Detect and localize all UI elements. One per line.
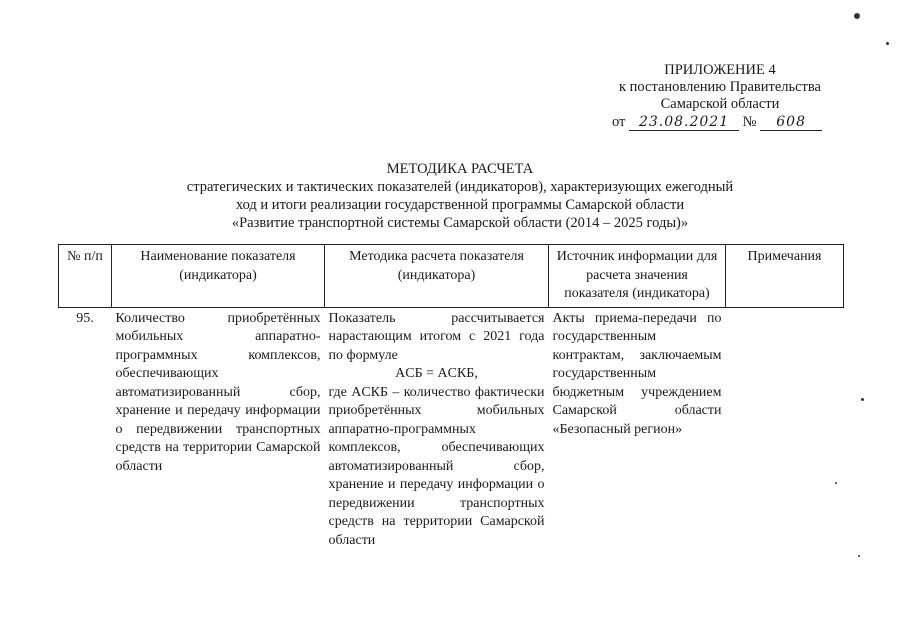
row-name: Количество приобретённых мобильных аппаратно-программных комплексов, обеспечивающих автоматизированный сбор, хранение и передачу информации о передвижении транспортных средств на территории Самарской области <box>115 310 321 474</box>
handwritten-date: 23.08.2021 <box>629 114 739 131</box>
appendix-title: ПРИЛОЖЕНИЕ 4 <box>664 62 776 78</box>
header-notes: Примечания <box>726 245 844 308</box>
method-where: где AСКБ – количество фактически приобретённых мобильных аппаратно-программных комплексов, обеспечивающих автоматизированный сбор, хранение и передачу информации о передвижении транспортных средств на территории Самарской области <box>328 384 545 548</box>
scan-speck <box>861 398 864 401</box>
document-title-line-3: «Развитие транспортной системы Самарской области (2014 – 2025 годы)» <box>231 215 689 231</box>
appendix-line-1: к постановлению Правительства <box>619 79 821 95</box>
appendix-line-2: Самарской области <box>660 96 780 112</box>
document-title-line-1: стратегических и тактических показателей (индикаторов), характеризующих ежегодный <box>186 179 734 195</box>
method-formula: AСБ = AСКБ, <box>395 366 478 381</box>
header-name: Наименование показателя (индикатора) <box>112 245 325 308</box>
row-notes <box>726 307 844 552</box>
methodology-table <box>58 244 844 552</box>
date-prefix: от <box>612 114 626 130</box>
table-row <box>59 307 844 552</box>
scan-speck <box>835 482 837 484</box>
header-method: Методика расчета показателя (индикатора) <box>325 245 549 308</box>
header-source: Источник информации для расчета значения показателя (индикатора) <box>549 245 726 308</box>
handwritten-number: 608 <box>760 114 822 131</box>
row-source: Акты приема-передачи по государственным контрактам, заключаемым государственным бюджетным учреждением Самарской области «Безопасный регион» <box>552 310 722 437</box>
document-title-line-2: ход и итоги реализации государственной программы Самарской области <box>235 197 685 213</box>
document-title-block <box>120 160 800 232</box>
scan-speck <box>886 42 889 45</box>
number-label: № <box>742 114 757 130</box>
row-num: 95. <box>76 310 94 326</box>
appendix-date-number <box>612 114 842 131</box>
scan-speck <box>858 555 860 557</box>
appendix-block <box>600 62 840 113</box>
scan-speck <box>854 13 860 19</box>
document-heading: МЕТОДИКА РАСЧЕТА <box>386 161 534 177</box>
method-intro: Показатель рассчитывается нарастающим итогом с 2021 года по формуле <box>328 310 545 363</box>
row-method <box>325 307 549 552</box>
header-num: № п/п <box>59 245 112 308</box>
table-header-row <box>59 245 844 308</box>
